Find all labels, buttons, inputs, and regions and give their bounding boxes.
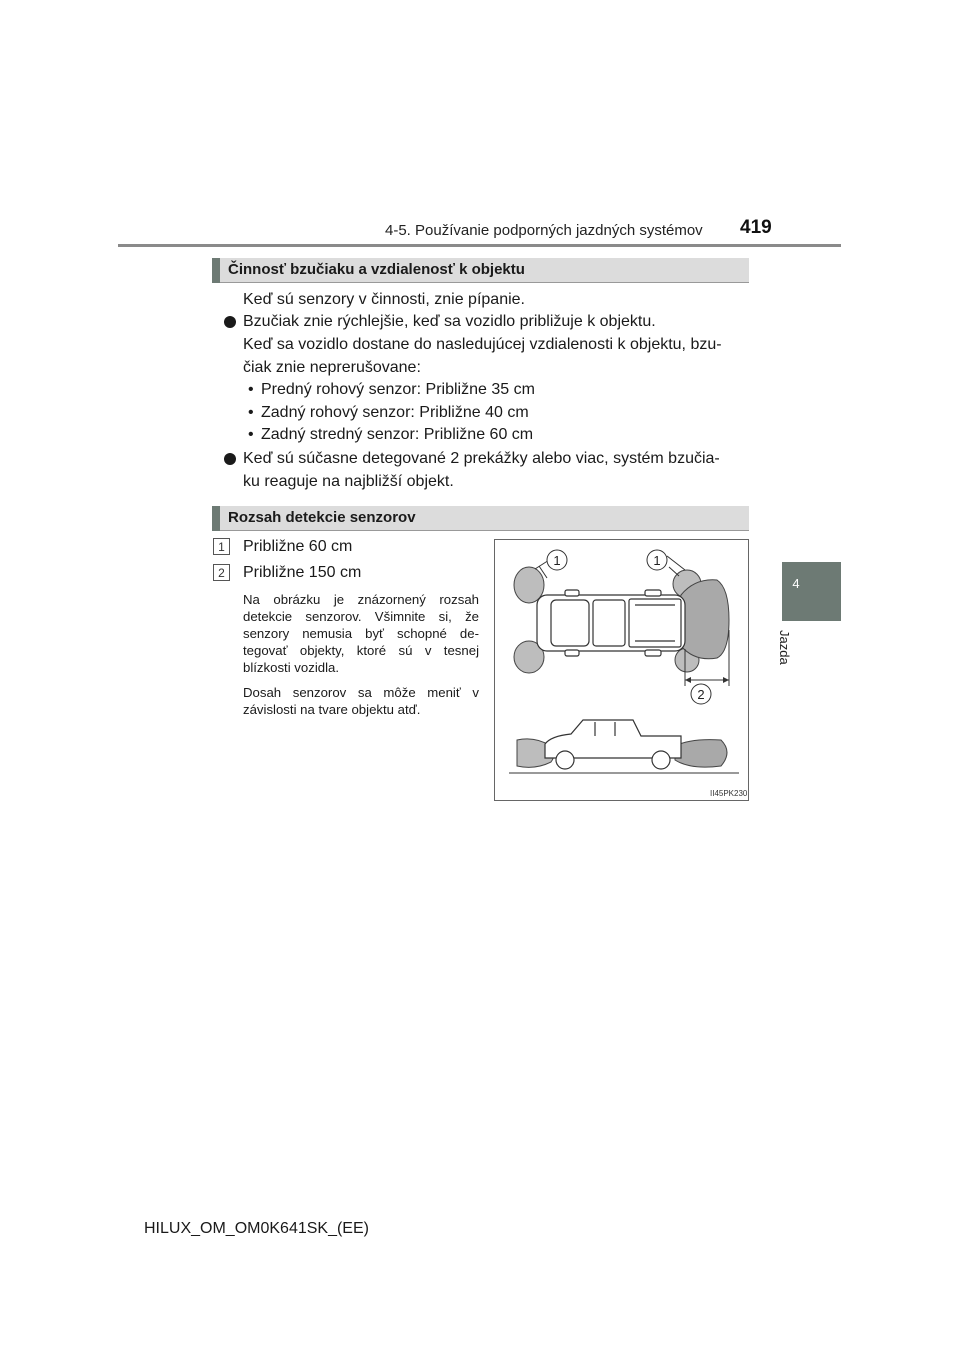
- item-marker-2: 2: [213, 564, 230, 581]
- sensor-range-figure: [494, 539, 749, 801]
- callout-label-1: 1: [553, 553, 561, 568]
- sub-item-rear-corner: Zadný rohový senzor: Približne 40 cm: [261, 404, 529, 421]
- truck-side-view: [545, 720, 681, 769]
- sensor-diagram-svg: [495, 540, 750, 802]
- section-heading-buzzer: [212, 258, 749, 283]
- section-heading-range: [212, 506, 749, 531]
- bullet1-line1: Bzučiak znie rýchlejšie, keď sa vozidlo približuje k objektu.: [243, 313, 656, 330]
- bullet2-line1: Keď sú súčasne detegované 2 prekážky alebo viac, systém bzučia-: [243, 450, 720, 467]
- sub-item-rear-center: Zadný stredný senzor: Približne 60 cm: [261, 426, 534, 443]
- dimension-arrow: [669, 567, 679, 576]
- arrowhead: [685, 677, 691, 683]
- truck-top-view: [537, 590, 685, 656]
- sub-bullet-marker: •: [248, 381, 254, 398]
- range-item-2: Približne 150 cm: [243, 564, 362, 581]
- callout-label-1b: 1: [653, 553, 661, 568]
- chapter-number: 4: [792, 576, 800, 591]
- chapter-label: Jazda: [777, 630, 792, 665]
- rear-center-zone: [678, 580, 729, 659]
- figure-code: II45PK230: [710, 789, 748, 798]
- bullet-icon: [224, 316, 236, 328]
- bullet2-line2: ku reaguje na najbližší objekt.: [243, 473, 454, 490]
- note-range-variation: Dosah senzorov sa môže meniť v závislosti na tvare objektu atď.: [243, 685, 479, 717]
- bullet1-line3: čiak znie neprerušovane:: [243, 359, 421, 376]
- note-detection-range: Na obrázku je znázornený rozsah detekcie senzorov. Všimnite si, že senzory nemusia byť schopné de-tegovať objekty, ktoré sú v tesnej blízkosti vozidla.: [243, 592, 479, 675]
- section-heading-title: Rozsah detekcie senzorov: [228, 509, 416, 526]
- chapter-label-container: [778, 622, 808, 682]
- range-item-1: Približne 60 cm: [243, 538, 353, 555]
- bullet-icon: [224, 453, 236, 465]
- side-rear-zone: [675, 740, 727, 768]
- section-heading-title: Činnosť bzučiaku a vzdialenosť k objektu: [228, 261, 525, 278]
- sub-bullet-marker: •: [248, 404, 254, 421]
- header-section-title: 4-5. Používanie podporných jazdných systémov: [385, 222, 703, 239]
- chapter-tab: [782, 562, 841, 621]
- item-marker-1: 1: [213, 538, 230, 555]
- bullet1-line2: Keď sa vozidlo dostane do nasledujúcej vzdialenosti k objektu, bzu-: [243, 336, 722, 353]
- footer-doc-id: HILUX_OM_OM0K641SK_(EE): [144, 1220, 369, 1237]
- sub-bullet-marker: •: [248, 426, 254, 443]
- callout-label-2: 2: [697, 687, 705, 702]
- intro-text: Keď sú senzory v činnosti, znie pípanie.: [243, 291, 525, 308]
- header-rule: [118, 244, 841, 247]
- arrowhead: [723, 677, 729, 683]
- sub-item-front-corner: Predný rohový senzor: Približne 35 cm: [261, 381, 535, 398]
- page-number: 419: [740, 217, 772, 238]
